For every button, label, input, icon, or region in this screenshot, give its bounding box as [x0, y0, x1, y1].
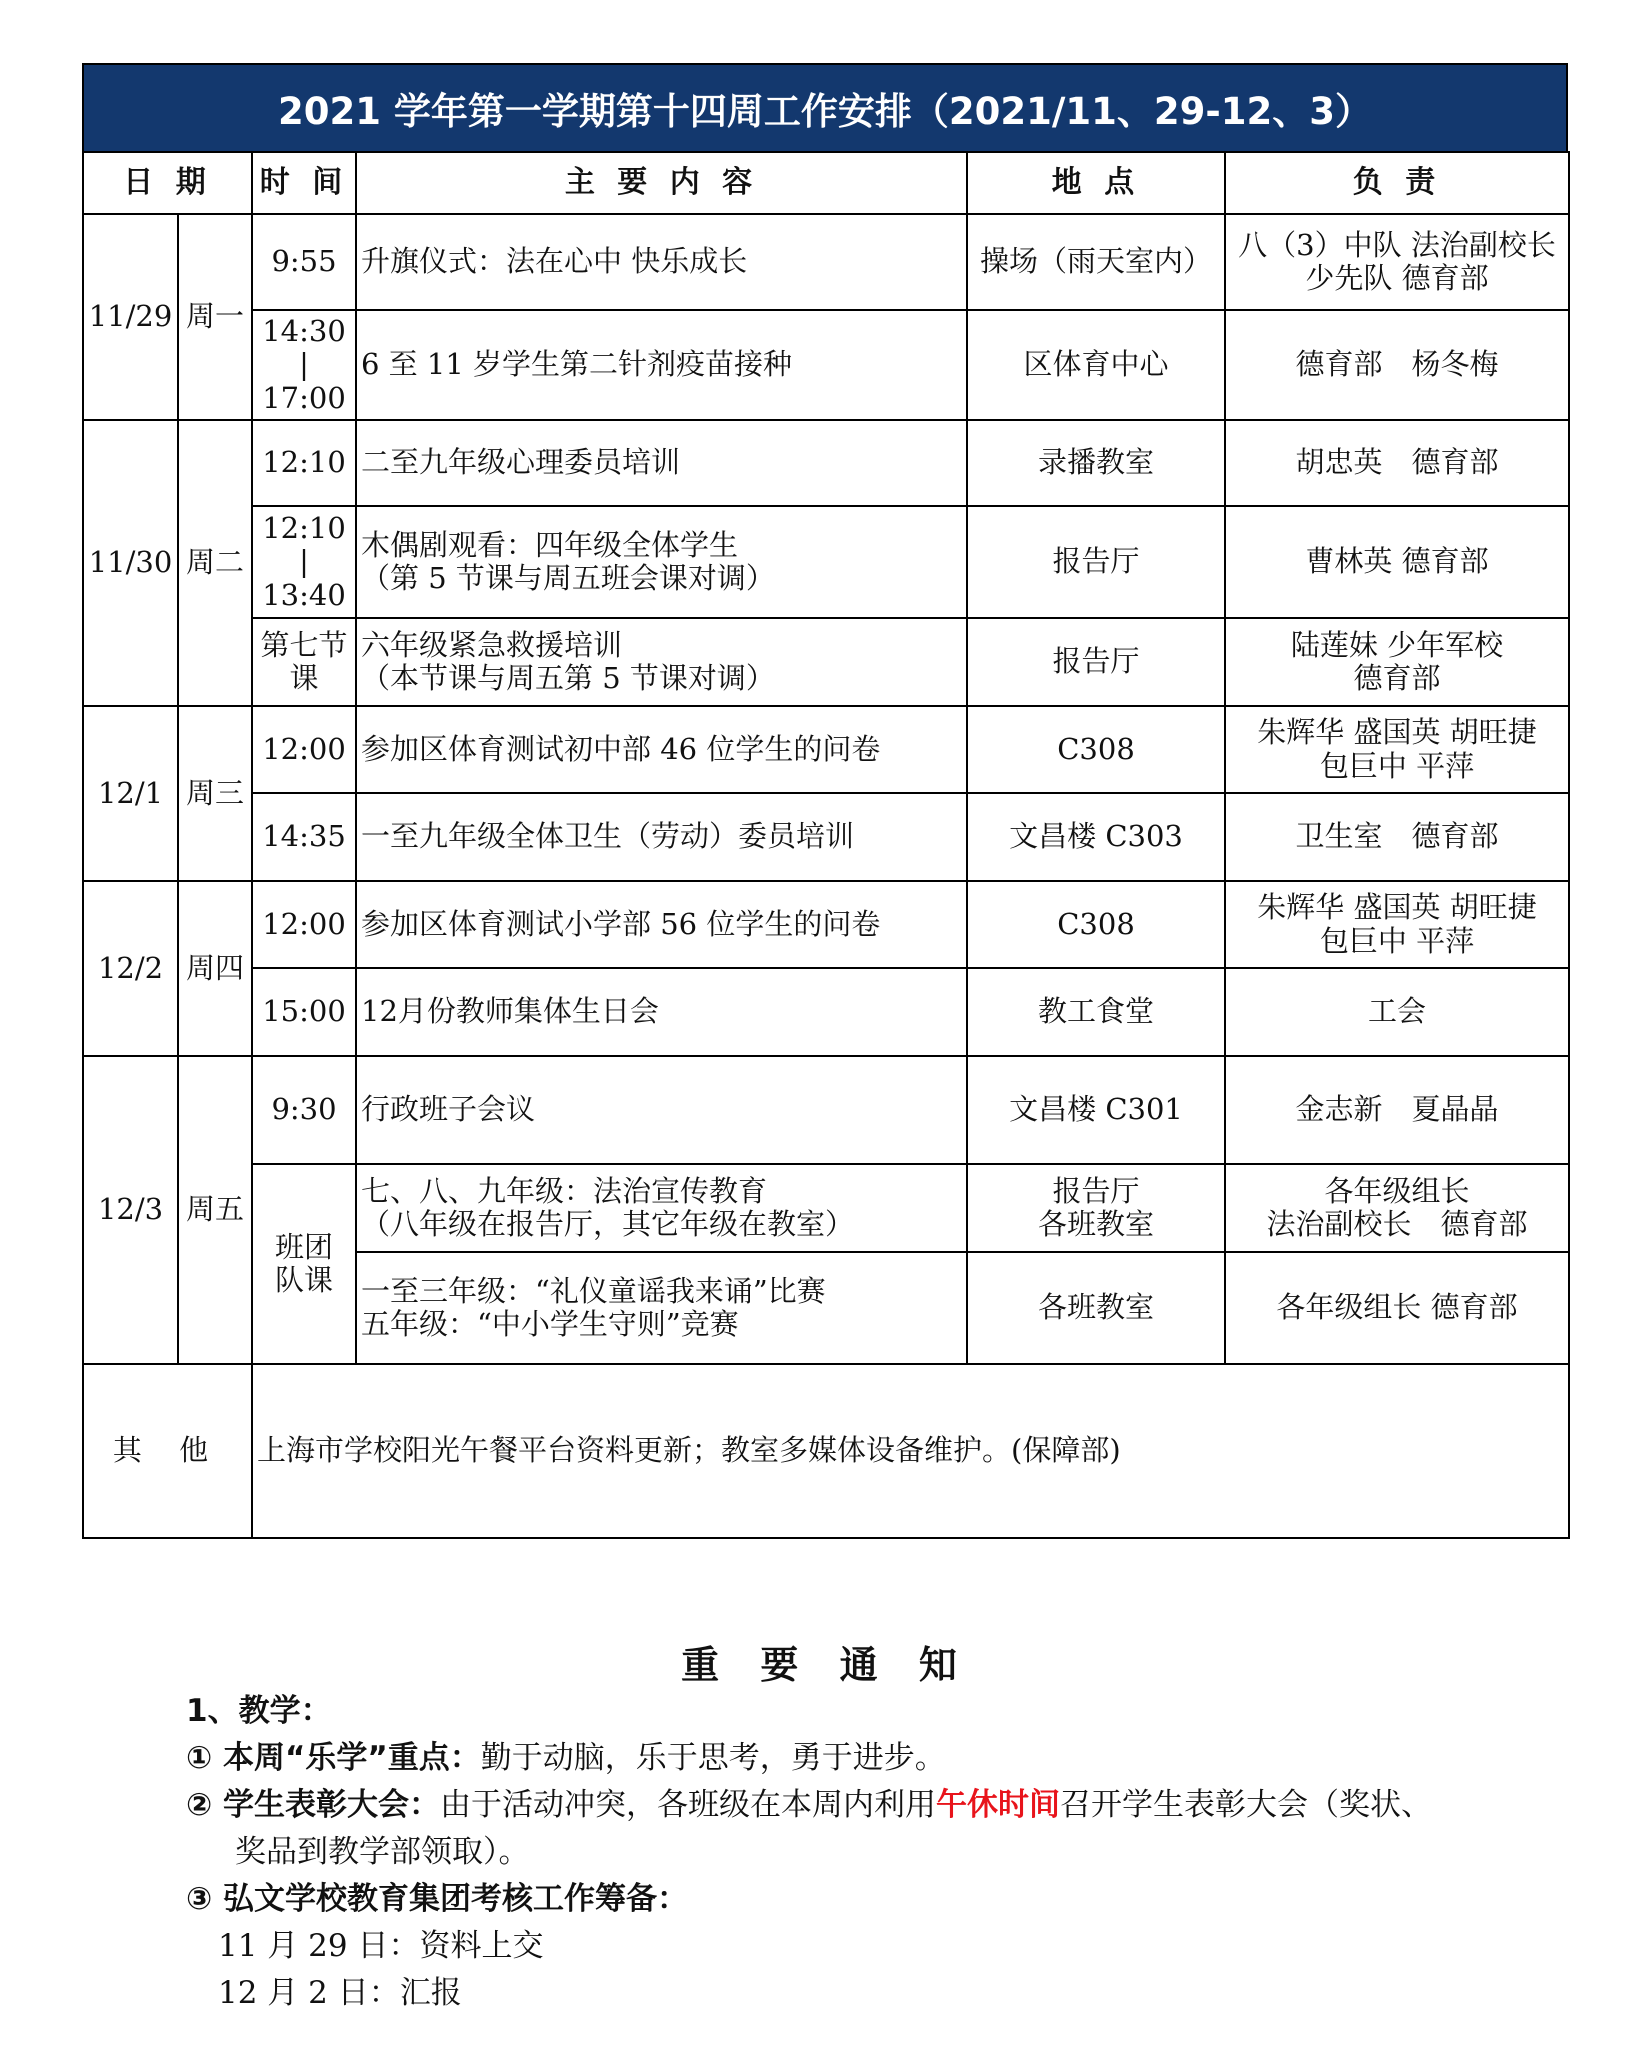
owner-cell: 曹林英 德育部 — [1225, 506, 1569, 618]
owner-cell: 八（3）中队 法治副校长 少先队 德育部 — [1225, 214, 1569, 310]
time-cell: 12:10 — [252, 420, 356, 506]
header-place: 地 点 — [967, 152, 1225, 214]
notice-item-2-cont: 奖品到教学部领取）。 — [235, 1834, 530, 1870]
owner-cell: 朱辉华 盛国英 胡旺捷 包巨中 平萍 — [1225, 706, 1569, 793]
content-cell: 木偶剧观看：四年级全体学生 （第 5 节课与周五班会课对调） — [356, 506, 967, 618]
content-cell: 参加区体育测试初中部 46 位学生的问卷 — [356, 706, 967, 793]
owner-cell: 各年级组长 法治副校长 德育部 — [1225, 1164, 1569, 1252]
time-cell: 12:00 — [252, 706, 356, 793]
content-cell: 六年级紧急救援培训 （本节课与周五第 5 节课对调） — [356, 618, 967, 706]
content-cell: 一至九年级全体卫生（劳动）委员培训 — [356, 793, 967, 881]
owner-cell: 德育部 杨冬梅 — [1225, 310, 1569, 420]
place-cell: C308 — [967, 881, 1225, 968]
date-cell: 12/2 — [83, 881, 178, 1056]
table-row — [83, 881, 1569, 968]
owner-cell: 陆莲妹 少年军校 德育部 — [1225, 618, 1569, 706]
time-cell: 14:30 | 17:00 — [252, 310, 356, 420]
other-text: 上海市学校阳光午餐平台资料更新；教室多媒体设备维护。(保障部) — [252, 1364, 1569, 1538]
notice-item-3: ③ 弘文学校教育集团考核工作筹备： — [186, 1881, 689, 1917]
notice-section-teaching: 1、教学： — [186, 1693, 332, 1729]
content-cell: 一至三年级：“礼仪童谣我来诵”比赛 五年级：“中小学生守则”竞赛 — [356, 1252, 967, 1364]
table-row — [83, 1164, 1569, 1252]
time-cell: 15:00 — [252, 968, 356, 1056]
table-row — [83, 506, 1569, 618]
weekday-cell: 周一 — [178, 214, 252, 420]
owner-cell: 卫生室 德育部 — [1225, 793, 1569, 881]
owner-cell: 胡忠英 德育部 — [1225, 420, 1569, 506]
time-cell: 第七节 课 — [252, 618, 356, 706]
weekday-cell: 周四 — [178, 881, 252, 1056]
table-row — [83, 793, 1569, 881]
other-label: 其 他 — [83, 1364, 252, 1538]
owner-cell: 工会 — [1225, 968, 1569, 1056]
table-row — [83, 618, 1569, 706]
place-cell: 文昌楼 C303 — [967, 793, 1225, 881]
date-cell: 11/30 — [83, 420, 178, 706]
time-cell: 14:35 — [252, 793, 356, 881]
place-cell: 录播教室 — [967, 420, 1225, 506]
date-cell: 11/29 — [83, 214, 178, 420]
schedule-table — [82, 151, 1570, 1539]
time-cell: 12:00 — [252, 881, 356, 968]
header-owner: 负 责 — [1225, 152, 1569, 214]
place-cell: 报告厅 — [967, 618, 1225, 706]
content-cell: 6 至 11 岁学生第二针剂疫苗接种 — [356, 310, 967, 420]
date-cell: 12/1 — [83, 706, 178, 881]
table-row — [83, 1056, 1569, 1164]
weekday-cell: 周五 — [178, 1056, 252, 1364]
content-cell: 七、八、九年级：法治宣传教育 （八年级在报告厅，其它年级在教室） — [356, 1164, 967, 1252]
content-cell: 升旗仪式：法在心中 快乐成长 — [356, 214, 967, 310]
content-cell: 行政班子会议 — [356, 1056, 967, 1164]
time-cell: 12:10 | 13:40 — [252, 506, 356, 618]
time-cell: 班团 队课 — [252, 1164, 356, 1364]
notice-title: 重 要 通 知 — [681, 1643, 971, 1687]
header-content: 主 要 内 容 — [356, 152, 967, 214]
table-row — [83, 214, 1569, 310]
time-cell: 9:55 — [252, 214, 356, 310]
table-row — [83, 968, 1569, 1056]
weekday-cell: 周三 — [178, 706, 252, 881]
table-row — [83, 420, 1569, 506]
weekday-cell: 周二 — [178, 420, 252, 706]
place-cell: 报告厅 — [967, 506, 1225, 618]
place-cell: 报告厅 各班教室 — [967, 1164, 1225, 1252]
place-cell: 教工食堂 — [967, 968, 1225, 1056]
place-cell: 区体育中心 — [967, 310, 1225, 420]
table-row — [83, 310, 1569, 420]
header-date: 日 期 — [83, 152, 252, 214]
place-cell: 操场（雨天室内） — [967, 214, 1225, 310]
notice-item-1: ① 本周“乐学”重点：勤于动脑，乐于思考，勇于进步。 — [186, 1740, 946, 1776]
notice-item-2: ② 学生表彰大会：由于活动冲突，各班级在本周内利用午休时间召开学生表彰大会（奖状、 — [186, 1787, 1433, 1823]
place-cell: 各班教室 — [967, 1252, 1225, 1364]
place-cell: C308 — [967, 706, 1225, 793]
date-cell: 12/3 — [83, 1056, 178, 1364]
time-cell: 9:30 — [252, 1056, 356, 1164]
table-row — [83, 706, 1569, 793]
notice-item-3-sub-1: 11 月 29 日：资料上交 — [218, 1928, 544, 1964]
schedule-title: 2021 学年第一学期第十四周工作安排（2021/11、29-12、3） — [82, 63, 1568, 151]
schedule-sheet — [82, 63, 1568, 1539]
notice-item-3-sub-2: 12 月 2 日：汇报 — [218, 1975, 462, 2011]
content-cell: 二至九年级心理委员培训 — [356, 420, 967, 506]
other-row — [83, 1364, 1569, 1538]
owner-cell: 各年级组长 德育部 — [1225, 1252, 1569, 1364]
owner-cell: 朱辉华 盛国英 胡旺捷 包巨中 平萍 — [1225, 881, 1569, 968]
content-cell: 12月份教师集体生日会 — [356, 968, 967, 1056]
highlight-text: 午休时间 — [936, 1787, 1061, 1823]
content-cell: 参加区体育测试小学部 56 位学生的问卷 — [356, 881, 967, 968]
header-row — [83, 152, 1569, 214]
owner-cell: 金志新 夏晶晶 — [1225, 1056, 1569, 1164]
header-time: 时 间 — [252, 152, 356, 214]
place-cell: 文昌楼 C301 — [967, 1056, 1225, 1164]
